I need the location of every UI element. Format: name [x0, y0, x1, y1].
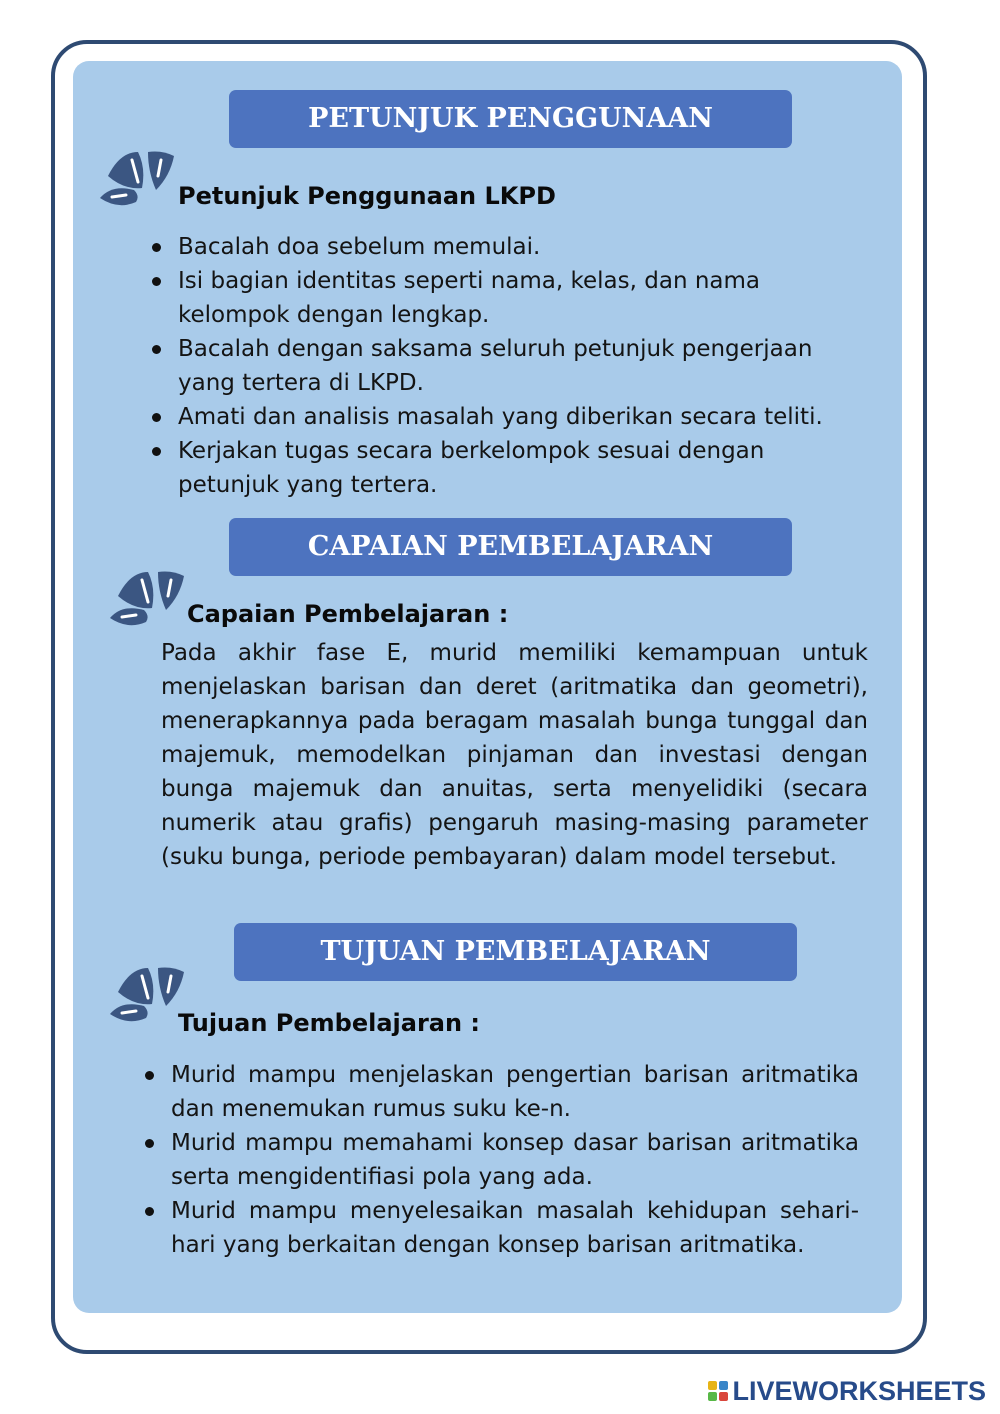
petunjuk-list	[148, 230, 848, 502]
list-item: Murid mampu menyelesaikan masalah kehidupan sehari-hari yang berkaitan dengan konsep barisan aritmatika.	[141, 1194, 859, 1262]
heading-capaian: Capaian Pembelajaran :	[187, 600, 509, 628]
banner-capaian-pembelajaran: CAPAIAN PEMBELAJARAN	[229, 518, 792, 576]
sparkle-accent-icon	[98, 146, 178, 212]
sparkle-accent-icon	[108, 962, 188, 1028]
liveworksheets-brand	[708, 1374, 986, 1408]
heading-petunjuk-lkpd: Petunjuk Penggunaan LKPD	[178, 182, 556, 210]
list-item: Isi bagian identitas seperti nama, kelas, dan nama kelompok dengan lengkap.	[148, 264, 848, 332]
list-item: Murid mampu menjelaskan pengertian barisan aritmatika dan menemukan rumus suku ke-n.	[141, 1058, 859, 1126]
list-item: Amati dan analisis masalah yang diberikan secara teliti.	[148, 400, 848, 434]
heading-tujuan: Tujuan Pembelajaran :	[178, 1009, 481, 1037]
list-item: Bacalah doa sebelum memulai.	[148, 230, 848, 264]
banner-tujuan-pembelajaran: TUJUAN PEMBELAJARAN	[234, 923, 797, 981]
list-item: Kerjakan tugas secara berkelompok sesuai dengan petunjuk yang tertera.	[148, 434, 848, 502]
sparkle-accent-icon	[108, 566, 188, 632]
list-item: Bacalah dengan saksama seluruh petunjuk pengerjaan yang tertera di LKPD.	[148, 332, 848, 400]
brand-name: LIVEWORKSHEETS	[732, 1375, 986, 1406]
tujuan-list	[141, 1058, 859, 1262]
list-item: Murid mampu memahami konsep dasar barisan aritmatika serta mengidentifiasi pola yang ada.	[141, 1126, 859, 1194]
banner-petunjuk-penggunaan: PETUNJUK PENGGUNAAN	[229, 90, 792, 148]
liveworksheets-logo-icon	[708, 1381, 728, 1401]
capaian-paragraph: Pada akhir fase E, murid memiliki kemampuan untuk menjelaskan barisan dan deret (aritmatika dan geometri), menerapkannya pada beragam masalah bunga tunggal dan majemuk, memodelkan pinjaman dan investasi dengan bunga majemuk dan anuitas, serta menyelidiki (secara numerik atau grafis) pengaruh masing-masing parameter (suku bunga, periode pembayaran) dalam model tersebut.	[161, 640, 868, 870]
